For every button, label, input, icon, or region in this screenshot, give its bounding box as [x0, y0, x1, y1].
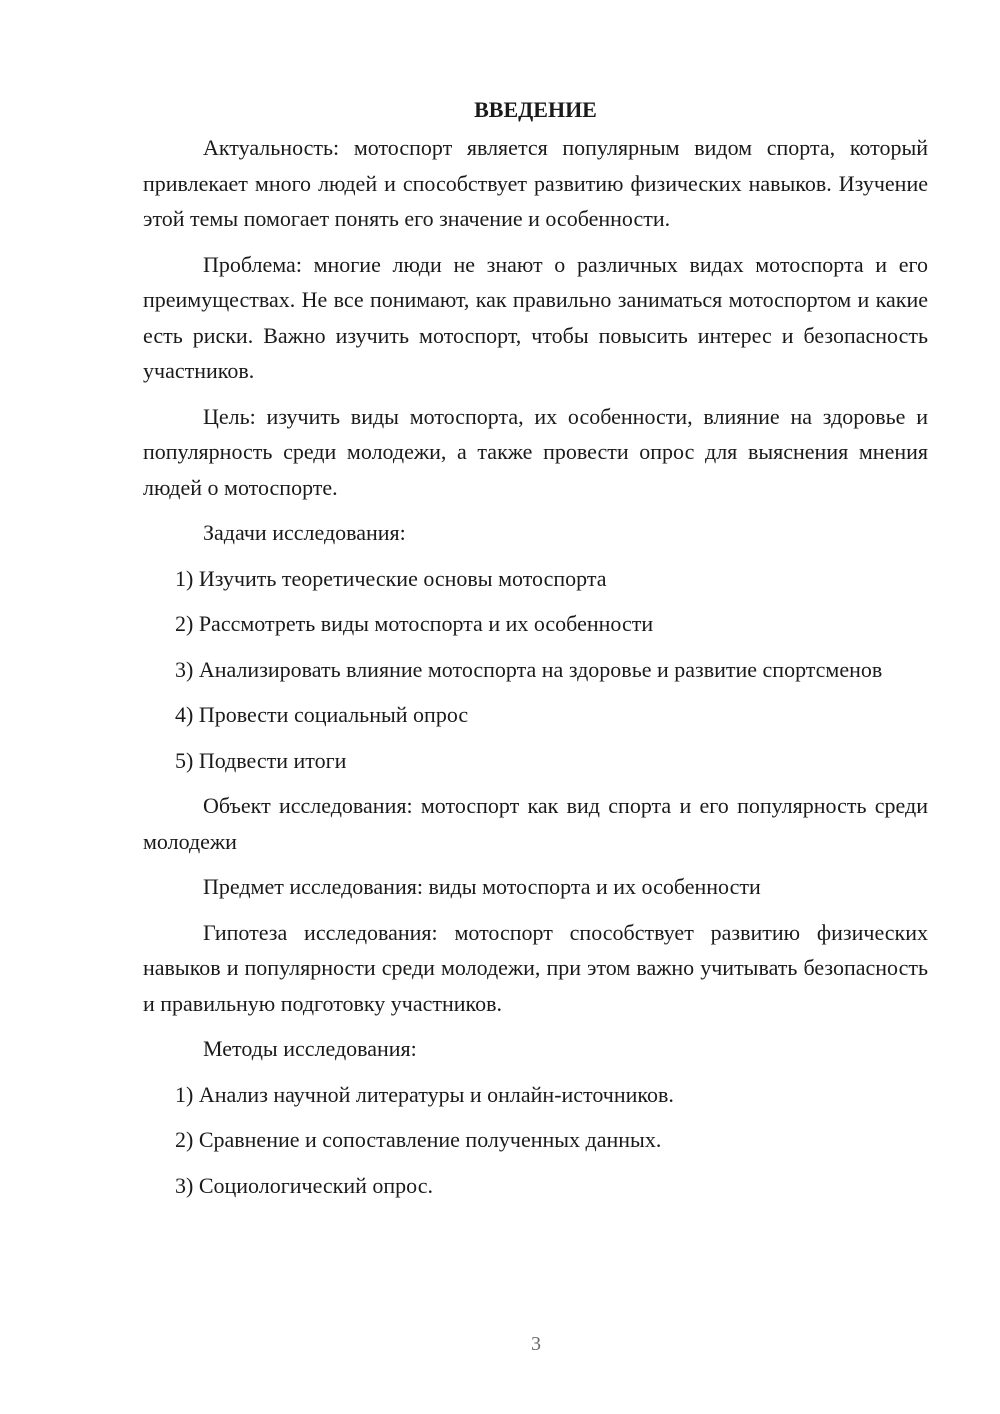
section-title: ВВЕДЕНИЕ — [474, 97, 597, 122]
method-item: 2) Сравнение и сопоставление полученных данных. — [175, 1127, 662, 1152]
method-item: 1) Анализ научной литературы и онлайн-источников. — [175, 1081, 674, 1107]
tasks-heading: Задачи исследования: — [203, 520, 406, 545]
task-item: 1) Изучить теоретические основы мотоспорта — [175, 565, 607, 591]
task-item: 3) Анализировать влияние мотоспорта на здоровье и развитие спортсменов — [175, 656, 883, 682]
method-item: 3) Социологический опрос. — [175, 1172, 433, 1198]
task-item: 2) Рассмотреть виды мотоспорта и их особенности — [175, 611, 654, 636]
task-item: 5) Подвести итоги — [175, 747, 347, 773]
subject-paragraph: Предмет исследования: виды мотоспорта и их особенности — [203, 874, 761, 899]
problem-paragraph: Проблема: многие люди не знают о различных видах мотоспорта и его преимуществах. Не все понимают, как правильно заниматься мотоспортом и какие есть риски. Важно изучить мотоспорт, чтобы повысить интерес и безопасность участников. — [143, 251, 928, 383]
document-page — [143, 92, 928, 1213]
task-item: 4) Провести социальный опрос — [175, 702, 469, 727]
object-paragraph: Объект исследования: мотоспорт как вид спорта и его популярность среди молодежи — [143, 793, 928, 854]
goal-paragraph: Цель: изучить виды мотоспорта, их особенности, влияние на здоровье и популярность среди молодежи, а также провести опрос для выяснения мнения людей о мотоспорте. — [143, 403, 928, 500]
relevance-paragraph: Актуальность: мотоспорт является популярным видом спорта, который привлекает много людей и способствует развитию физических навыков. Изучение этой темы помогает понять его значение и особенности. — [143, 135, 928, 231]
methods-heading: Методы исследования: — [203, 1036, 417, 1061]
page-number: 3 — [531, 1333, 541, 1355]
hypothesis-paragraph: Гипотеза исследования: мотоспорт способствует развитию физических навыков и популярности среди молодежи, при этом важно учитывать безопасность и правильную подготовку участников. — [143, 919, 928, 1016]
